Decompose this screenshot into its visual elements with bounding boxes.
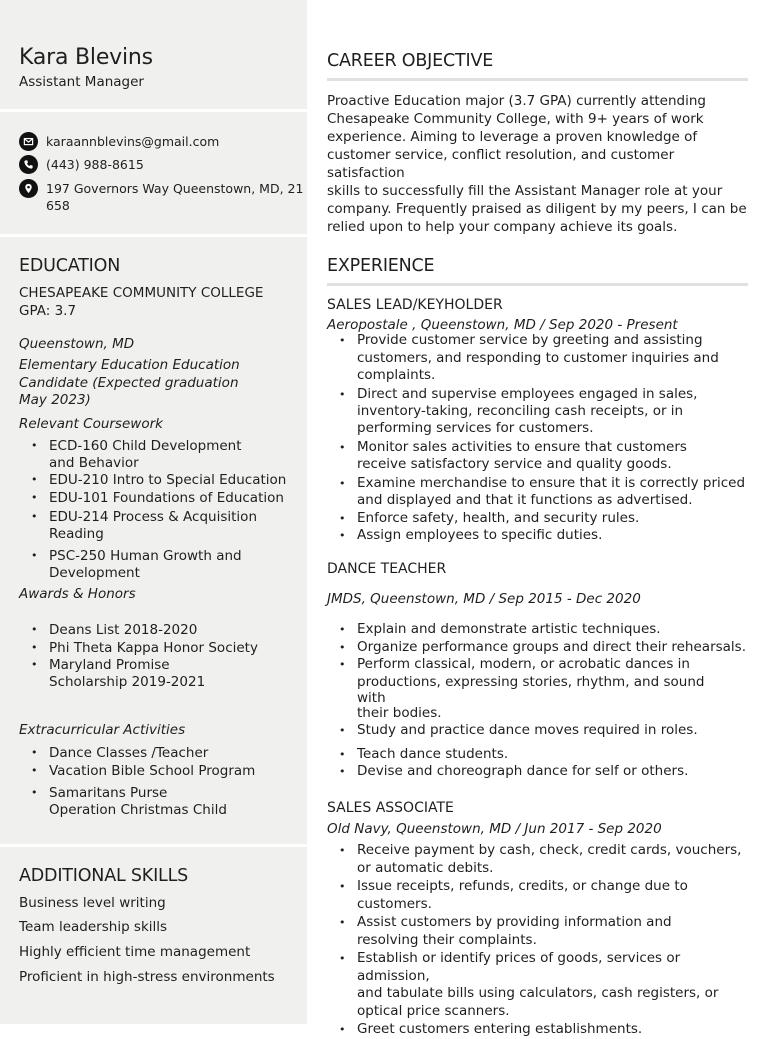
list-item: • Samaritans Purse Operation Christmas Child: [19, 785, 304, 818]
school-location: Queenstown, MD: [19, 336, 135, 352]
activities-list: [19, 745, 304, 818]
location-pin-icon: [19, 179, 38, 198]
divider: [0, 109, 307, 112]
skills-heading: ADDITIONAL SKILLS: [19, 866, 189, 886]
list-item: • Phi Theta Kappa Honor Society: [19, 640, 304, 657]
contact-address-row: [19, 180, 303, 214]
skill-item: Highly efficient time management: [19, 944, 251, 960]
program: Elementary Education Education Candidate (Expected graduation May 2023): [19, 357, 240, 408]
awards-label: Awards & Honors: [19, 586, 136, 602]
contact-phone-row: [19, 156, 144, 174]
candidate-title: Assistant Manager: [19, 74, 144, 90]
divider: [0, 844, 307, 847]
activities-label: Extracurricular Activities: [19, 722, 186, 738]
list-item: • Deans List 2018-2020: [19, 622, 304, 639]
skill-item: Team leadership skills: [19, 919, 168, 935]
list-item: • EDU-101 Foundations of Education: [19, 490, 304, 507]
skill-item: Proficient in high-stress environments: [19, 969, 275, 985]
gpa: GPA: 3.7: [19, 303, 77, 319]
job-title: SALES ASSOCIATE: [327, 800, 454, 816]
job-meta: JMDS, Queenstown, MD / Sep 2015 - Dec 2020: [327, 591, 641, 607]
list-item: • Explain and demonstrate artistic techniques.: [327, 621, 752, 639]
objective-heading: CAREER OBJECTIVE: [327, 51, 494, 71]
list-item: • ECD-160 Child Development and Behavior: [19, 438, 304, 471]
coursework-label: Relevant Coursework: [19, 416, 163, 432]
phone-icon: [19, 155, 38, 174]
divider: [0, 234, 307, 237]
job-meta: Old Navy, Queenstown, MD / Jun 2017 - Sep 2020: [327, 821, 662, 837]
list-item: • EDU-214 Process & Acquisition Reading: [19, 509, 304, 542]
list-item: • Teach dance students.: [327, 746, 752, 764]
list-item: • PSC-250 Human Growth and Development: [19, 548, 304, 581]
list-item: • Greet customers entering establishments.: [327, 1021, 752, 1039]
list-item: • Provide customer service by greeting and assisting customers, and responding to customer inquiries and complaints.: [327, 332, 752, 385]
list-item: • Dance Classes /Teacher: [19, 745, 304, 762]
contact-address: 197 Governors Way Queenstown, MD, 21 658: [46, 181, 304, 213]
contact-phone[interactable]: (443) 988-8615: [46, 157, 144, 172]
skill-item: Business level writing: [19, 895, 166, 911]
objective-text: Proactive Education major (3.7 GPA) currently attending Chesapeake Community College, with 9+ years of work experience. Aiming to leverage a proven knowledge of customer service, conflict resolution, and customer satisfaction skills to successfully fill the Assistant Manager role at your company. Frequently praised as diligent by my peers, I can be relied upon to help your company achieve its goals.: [327, 93, 747, 235]
list-item: • Examine merchandise to ensure that it is correctly priced and displayed and that it functions as advertised.: [327, 475, 752, 510]
list-item: • Perform classical, modern, or acrobatic dances in productions, expressing stories, rhythm, and sound with their bodies.: [327, 656, 752, 721]
course-list: [19, 438, 304, 581]
job-duties: [327, 332, 752, 545]
job-title: SALES LEAD/KEYHOLDER: [327, 297, 503, 313]
section-rule: [327, 78, 748, 81]
contact-email[interactable]: karaannblevins@gmail.com: [46, 134, 220, 149]
list-item: • Assist customers by providing information and resolving their complaints.: [327, 914, 752, 949]
list-item: • Monitor sales activities to ensure that customers receive satisfactory service and quality goods.: [327, 439, 752, 474]
candidate-name: Kara Blevins: [19, 45, 153, 70]
job-meta: Aeropostale , Queenstown, MD / Sep 2020 - Present: [327, 317, 678, 333]
list-item: • Establish or identify prices of goods, services or admission, and tabulate bills using calculators, cash registers, or optical price scanners.: [327, 950, 752, 1020]
list-item: • Direct and supervise employees engaged in sales, inventory-taking, reconciling cash receipts, or in performing services for customers.: [327, 386, 752, 436]
list-item: • Assign employees to specific duties.: [327, 527, 752, 545]
list-item: • Devise and choreograph dance for self or others.: [327, 763, 752, 781]
list-item: • EDU-210 Intro to Special Education: [19, 472, 304, 489]
list-item: • Enforce safety, health, and security rules.: [327, 510, 752, 528]
experience-heading: EXPERIENCE: [327, 256, 435, 276]
job-duties: [327, 842, 752, 1039]
list-item: • Vacation Bible School Program: [19, 763, 304, 780]
job-duties: [327, 621, 752, 781]
awards-list: [19, 622, 304, 690]
job-title: DANCE TEACHER: [327, 561, 447, 577]
section-rule: [327, 283, 748, 286]
email-icon: [19, 132, 38, 151]
contact-email-row: [19, 133, 219, 151]
education-heading: EDUCATION: [19, 256, 121, 276]
list-item: • Issue receipts, refunds, credits, or change due to customers.: [327, 878, 752, 913]
list-item: • Organize performance groups and direct their rehearsals.: [327, 639, 752, 657]
list-item: • Receive payment by cash, check, credit cards, vouchers, or automatic debits.: [327, 842, 752, 877]
list-item: • Study and practice dance moves required in roles.: [327, 722, 752, 740]
list-item: • Maryland Promise Scholarship 2019-2021: [19, 657, 304, 690]
school-name: CHESAPEAKE COMMUNITY COLLEGE: [19, 285, 264, 301]
